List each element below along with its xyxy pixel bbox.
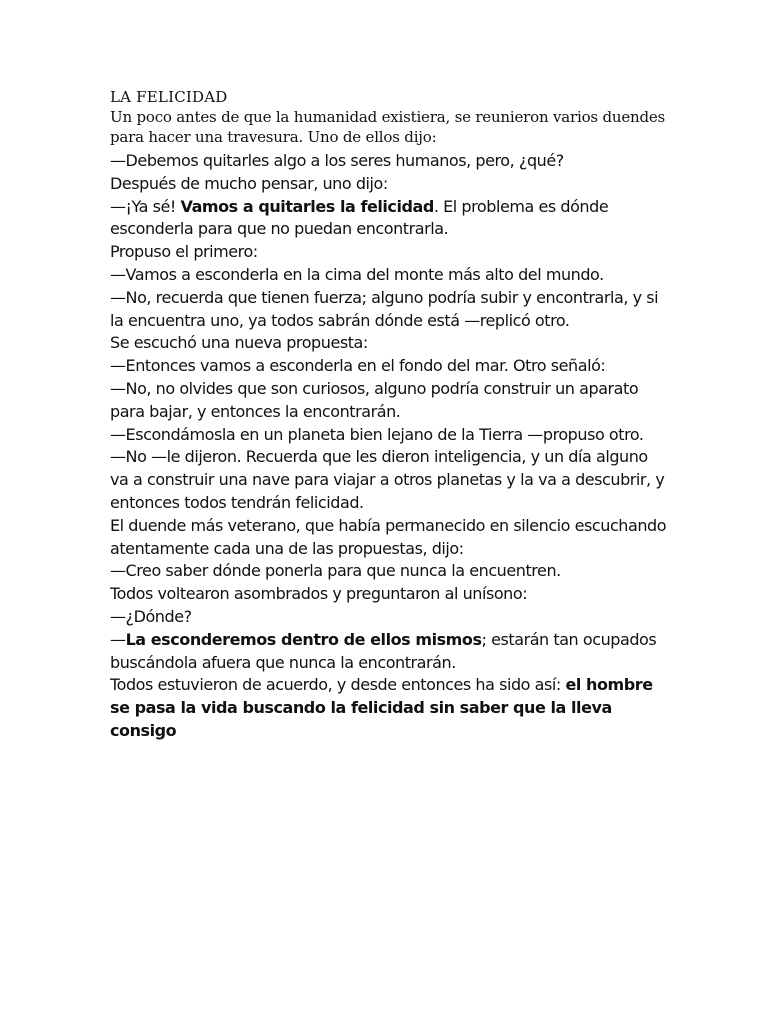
paragraph: —No, recuerda que tienen fuerza; alguno podría subir y encontrarla, y si la encuentra uno, ya todos sabrán dónde está —replicó otro. <box>110 287 659 330</box>
paragraph: El duende más veterano, que había permanecido en silencio escuchando atentamente cada una de las propuestas, dijo: <box>110 515 667 558</box>
document-title: LA FELICIDAD <box>110 88 228 106</box>
paragraph: Todos voltearon asombrados y preguntaron al unísono: <box>110 584 528 604</box>
paragraph: —Entonces vamos a esconderla en el fondo del mar. Otro señaló: <box>110 356 606 376</box>
paragraph-text: Todos estuvieron de acuerdo, y desde entonces ha sido así: <box>110 675 566 695</box>
paragraph-text: . El problema es dónde esconderla para que no puedan encontrarla. <box>110 196 609 239</box>
paragraph-text: ; estarán tan ocupados buscándola afuera que nunca la encontrarán. <box>110 629 657 672</box>
paragraph: —No —le dijeron. Recuerda que les dieron inteligencia, y un día alguno va a construir una nave para viajar a otros planetas y la va a descubrir, y entonces todos tendrán felicidad. <box>110 447 665 512</box>
paragraph-text: —¡Ya sé! <box>110 196 181 216</box>
paragraph-bold-text: Vamos a quitarles la felicidad <box>180 196 434 216</box>
paragraph: Propuso el primero: <box>110 242 258 262</box>
paragraph-bold-text: el hombre se pasa la vida buscando la felicidad sin saber que la lleva consigo <box>110 675 653 740</box>
paragraph-bold-text: La esconderemos dentro de ellos mismos <box>125 629 482 649</box>
paragraph <box>110 629 670 675</box>
paragraph: —No, no olvides que son curiosos, alguno podría construir un aparato para bajar, y entonces la encontrarán. <box>110 378 639 421</box>
paragraph: —Escondámosla en un planeta bien lejano de la Tierra —propuso otro. <box>110 424 644 444</box>
document-page <box>110 87 670 743</box>
paragraph: —Vamos a esconderla en la cima del monte más alto del mundo. <box>110 264 604 284</box>
paragraph: —Creo saber dónde ponerla para que nunca la encuentren. <box>110 561 561 581</box>
paragraph-text: — <box>110 629 126 649</box>
intro-paragraph: Un poco antes de que la humanidad existiera, se reunieron varios duendes para hacer una travesura. Uno de ellos dijo: <box>110 108 666 146</box>
paragraph <box>110 196 670 242</box>
paragraph: —¿Dónde? <box>110 606 192 626</box>
paragraph: —Debemos quitarles algo a los seres humanos, pero, ¿qué? <box>110 151 564 170</box>
paragraph <box>110 674 670 742</box>
paragraph: Se escuchó una nueva propuesta: <box>110 333 368 353</box>
paragraph: Después de mucho pensar, uno dijo: <box>110 173 388 193</box>
